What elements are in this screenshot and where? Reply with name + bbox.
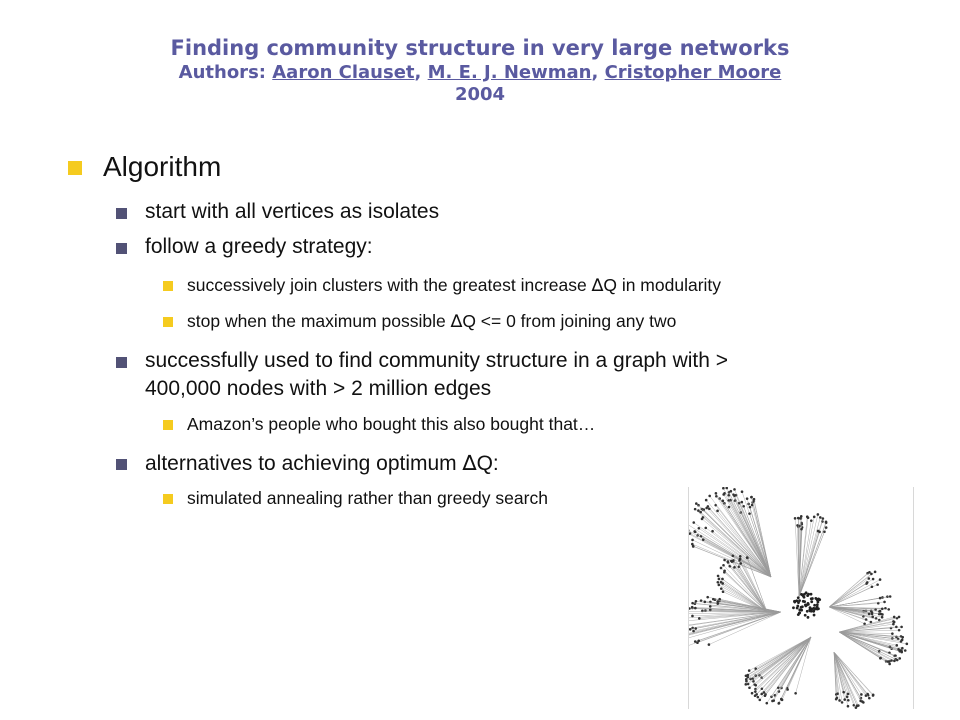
network-edge bbox=[799, 532, 820, 597]
delta-symbol: ∆ bbox=[450, 312, 463, 332]
network-node bbox=[708, 495, 711, 498]
sub-bullet-join-clusters bbox=[187, 275, 721, 296]
network-node bbox=[881, 608, 884, 611]
author-separator: , bbox=[591, 61, 605, 83]
network-edge bbox=[689, 612, 781, 640]
sub-bullet-amazon bbox=[187, 414, 595, 435]
network-node bbox=[801, 605, 804, 608]
network-node bbox=[889, 595, 892, 598]
sub-bullet-stop-condition bbox=[187, 311, 676, 332]
network-node bbox=[798, 599, 801, 602]
network-node bbox=[716, 602, 719, 605]
network-edge bbox=[754, 499, 771, 577]
network-node bbox=[805, 591, 808, 594]
network-node bbox=[825, 521, 828, 524]
network-node bbox=[697, 504, 700, 507]
network-node bbox=[705, 507, 708, 510]
network-node bbox=[739, 555, 742, 558]
network-node bbox=[733, 488, 736, 491]
network-node bbox=[898, 657, 901, 660]
network-node bbox=[878, 610, 881, 613]
network-node bbox=[807, 616, 810, 619]
network-node bbox=[694, 607, 697, 610]
network-node bbox=[704, 527, 707, 530]
network-node bbox=[843, 698, 846, 701]
network-node bbox=[702, 538, 705, 541]
network-node bbox=[695, 502, 698, 505]
network-node bbox=[689, 607, 691, 610]
network-node bbox=[745, 680, 748, 683]
bullet-text: simulated annealing rather than greedy search bbox=[187, 488, 548, 508]
network-node bbox=[893, 660, 896, 663]
network-node bbox=[765, 702, 768, 705]
network-node bbox=[748, 669, 751, 672]
network-node bbox=[866, 581, 869, 584]
network-edge bbox=[829, 587, 872, 607]
network-node bbox=[871, 611, 874, 614]
network-node bbox=[747, 674, 750, 677]
network-node bbox=[720, 587, 723, 590]
network-node bbox=[811, 597, 814, 600]
network-node bbox=[836, 697, 839, 700]
bullet-text: Algorithm bbox=[103, 151, 222, 182]
network-node bbox=[732, 560, 735, 563]
network-node bbox=[764, 694, 767, 697]
network-node bbox=[861, 700, 864, 703]
network-node bbox=[812, 607, 815, 610]
author-separator: , bbox=[414, 61, 428, 83]
network-node bbox=[711, 530, 714, 533]
network-node bbox=[694, 627, 697, 630]
network-node bbox=[807, 516, 810, 519]
network-node bbox=[691, 539, 694, 542]
network-node bbox=[847, 699, 850, 702]
bullet-text: start with all vertices as isolates bbox=[145, 200, 440, 223]
network-node bbox=[761, 687, 764, 690]
network-node bbox=[695, 600, 698, 603]
network-node bbox=[694, 640, 697, 643]
network-node bbox=[752, 680, 755, 683]
bullet-text: follow a greedy strategy: bbox=[145, 235, 373, 258]
network-node bbox=[754, 690, 757, 693]
bullet-square-icon bbox=[68, 161, 82, 175]
network-node bbox=[720, 567, 723, 570]
network-node bbox=[733, 566, 736, 569]
network-node bbox=[716, 510, 719, 513]
network-node bbox=[804, 614, 807, 617]
network-node bbox=[868, 697, 871, 700]
network-node bbox=[810, 600, 813, 603]
network-edge bbox=[829, 582, 867, 607]
network-node bbox=[730, 490, 733, 493]
network-node bbox=[862, 615, 865, 618]
network-node bbox=[694, 531, 697, 534]
network-node bbox=[746, 497, 749, 500]
network-node bbox=[751, 692, 754, 695]
network-node bbox=[838, 699, 841, 702]
network-node bbox=[721, 578, 724, 581]
network-edge bbox=[696, 612, 781, 629]
bullet-text: Q: bbox=[476, 452, 499, 475]
network-node bbox=[906, 643, 909, 646]
network-node bbox=[825, 526, 828, 529]
network-node bbox=[700, 599, 703, 602]
bullet-text: Q <= 0 from joining any two bbox=[462, 311, 677, 331]
network-node bbox=[817, 601, 820, 604]
network-node bbox=[701, 518, 704, 521]
network-node bbox=[746, 556, 749, 559]
network-node bbox=[697, 639, 700, 642]
network-node bbox=[823, 530, 826, 533]
network-node bbox=[879, 578, 882, 581]
network-node bbox=[749, 506, 752, 509]
bullet-square-icon bbox=[163, 494, 173, 504]
network-node bbox=[855, 706, 858, 709]
network-node bbox=[819, 516, 822, 519]
delta-symbol: ∆ bbox=[462, 451, 477, 475]
bullet-text-line2: 400,000 nodes with > 2 million edges bbox=[145, 377, 492, 400]
network-node bbox=[732, 555, 735, 558]
network-node bbox=[872, 693, 875, 696]
author-link-newman[interactable]: M. E. J. Newman bbox=[427, 61, 592, 83]
network-node bbox=[694, 602, 697, 605]
network-node bbox=[703, 601, 706, 604]
network-node bbox=[722, 500, 725, 503]
network-node bbox=[901, 647, 904, 650]
bullet-text: stop when the maximum possible bbox=[187, 311, 451, 331]
network-node bbox=[691, 615, 694, 618]
network-node bbox=[807, 603, 810, 606]
network-node bbox=[883, 601, 886, 604]
network-node bbox=[798, 517, 801, 520]
bullet-square-icon bbox=[116, 208, 127, 219]
network-node bbox=[868, 571, 871, 574]
network-node bbox=[691, 602, 694, 605]
network-node bbox=[898, 629, 901, 632]
network-node bbox=[748, 686, 751, 689]
network-node bbox=[780, 698, 783, 701]
network-node bbox=[763, 691, 766, 694]
network-node bbox=[715, 492, 718, 495]
bullet-greedy bbox=[145, 235, 373, 259]
network-node bbox=[794, 517, 797, 520]
network-node bbox=[800, 515, 803, 518]
network-node bbox=[744, 683, 747, 686]
network-node bbox=[705, 499, 708, 502]
network-node bbox=[771, 700, 774, 703]
network-node bbox=[904, 649, 907, 652]
network-node bbox=[847, 693, 850, 696]
network-node bbox=[868, 613, 871, 616]
bullet-text-line1: successfully used to find community structure in a graph with > bbox=[145, 349, 729, 372]
author-link-clauset[interactable]: Aaron Clauset bbox=[272, 61, 415, 83]
network-node bbox=[887, 660, 890, 663]
network-node bbox=[822, 517, 825, 520]
network-node bbox=[725, 487, 728, 489]
network-node bbox=[692, 630, 695, 633]
network-node bbox=[809, 610, 812, 613]
network-node bbox=[722, 590, 725, 593]
publication-year: 2004 bbox=[454, 83, 506, 105]
network-node bbox=[817, 513, 820, 516]
bullet-text: Amazon’s people who bought this also bought that… bbox=[187, 414, 596, 434]
network-node bbox=[739, 562, 742, 565]
network-edge bbox=[724, 565, 767, 612]
network-node bbox=[872, 578, 875, 581]
network-node bbox=[793, 600, 796, 603]
network-node bbox=[802, 594, 805, 597]
network-node bbox=[810, 519, 813, 522]
network-node bbox=[728, 506, 731, 509]
network-node bbox=[709, 605, 712, 608]
network-node bbox=[722, 487, 725, 490]
sub-bullet-annealing bbox=[187, 488, 548, 509]
network-node bbox=[806, 610, 809, 613]
network-node bbox=[817, 597, 820, 600]
network-edge bbox=[749, 637, 811, 671]
network-node bbox=[813, 614, 816, 617]
network-node bbox=[741, 490, 744, 493]
network-node bbox=[797, 596, 800, 599]
network-node bbox=[846, 695, 849, 698]
network-node bbox=[880, 613, 883, 616]
network-node bbox=[742, 505, 745, 508]
network-node bbox=[810, 593, 813, 596]
network-node bbox=[796, 524, 799, 527]
network-edge bbox=[829, 572, 869, 607]
network-node bbox=[798, 612, 801, 615]
network-edge bbox=[829, 579, 869, 607]
network-node bbox=[723, 559, 726, 562]
network-node bbox=[722, 493, 725, 496]
network-node bbox=[717, 575, 720, 578]
network-graph-illustration bbox=[689, 487, 913, 709]
network-node bbox=[804, 604, 807, 607]
network-node bbox=[841, 701, 844, 704]
bullet-square-icon bbox=[116, 459, 127, 470]
network-node bbox=[692, 521, 695, 524]
bullet-text: Q in modularity bbox=[603, 275, 722, 295]
network-node bbox=[895, 626, 898, 629]
network-node bbox=[898, 616, 901, 619]
author-link-moore[interactable]: Cristopher Moore bbox=[604, 61, 782, 83]
network-node bbox=[892, 620, 895, 623]
network-node bbox=[900, 626, 903, 629]
network-node bbox=[818, 531, 821, 534]
bullet-text: successively join clusters with the greatest increase bbox=[187, 275, 592, 295]
network-node bbox=[750, 496, 753, 499]
network-node bbox=[739, 558, 742, 561]
bullet-success bbox=[145, 347, 728, 403]
bullet-square-icon bbox=[163, 281, 173, 291]
network-node bbox=[708, 643, 711, 646]
network-node bbox=[777, 686, 780, 689]
network-node bbox=[813, 516, 816, 519]
network-edge bbox=[829, 598, 880, 607]
network-node bbox=[706, 596, 709, 599]
bullet-text: alternatives to achieving optimum bbox=[145, 452, 463, 475]
network-node bbox=[868, 577, 871, 580]
network-node bbox=[760, 693, 763, 696]
network-node bbox=[753, 498, 756, 501]
network-node bbox=[803, 600, 806, 603]
network-node bbox=[893, 616, 896, 619]
network-node bbox=[860, 693, 863, 696]
network-node bbox=[717, 584, 720, 587]
network-node bbox=[691, 606, 694, 609]
authors-line bbox=[60, 62, 900, 84]
network-node bbox=[698, 527, 701, 530]
bullet-algorithm bbox=[103, 151, 221, 183]
network-node bbox=[786, 688, 789, 691]
delta-symbol: ∆ bbox=[591, 276, 604, 296]
network-node bbox=[723, 571, 726, 574]
network-node bbox=[895, 644, 898, 647]
network-edge bbox=[749, 637, 811, 688]
network-node bbox=[879, 597, 882, 600]
network-node bbox=[817, 607, 820, 610]
network-node bbox=[874, 571, 877, 574]
slide-title bbox=[60, 36, 900, 106]
authors-prefix: Authors: bbox=[178, 61, 273, 83]
network-node bbox=[699, 511, 702, 514]
bullet-square-icon bbox=[163, 317, 173, 327]
network-node bbox=[798, 609, 801, 612]
network-node bbox=[757, 696, 760, 699]
network-node bbox=[748, 512, 751, 515]
network-node bbox=[891, 632, 894, 635]
network-node bbox=[897, 638, 900, 641]
network-node bbox=[740, 501, 743, 504]
network-node bbox=[881, 616, 884, 619]
network-node bbox=[689, 628, 691, 631]
network-node bbox=[857, 704, 860, 707]
network-node bbox=[698, 617, 701, 620]
bullet-square-icon bbox=[163, 420, 173, 430]
network-node bbox=[879, 657, 882, 660]
network-node bbox=[697, 509, 700, 512]
network-node bbox=[712, 598, 715, 601]
network-node bbox=[871, 616, 874, 619]
network-node bbox=[727, 499, 730, 502]
network-node bbox=[888, 663, 891, 666]
network-node bbox=[794, 692, 797, 695]
bullet-isolates bbox=[145, 200, 439, 224]
network-node bbox=[897, 648, 900, 651]
network-node bbox=[876, 583, 879, 586]
network-node bbox=[691, 543, 694, 546]
network-node bbox=[721, 582, 724, 585]
network-node bbox=[813, 604, 816, 607]
network-node bbox=[800, 528, 803, 531]
network-edge bbox=[748, 637, 811, 675]
title-text: Finding community structure in very large networks bbox=[170, 36, 790, 60]
network-node bbox=[871, 585, 874, 588]
network-node bbox=[887, 608, 890, 611]
bullet-square-icon bbox=[116, 357, 127, 368]
network-node bbox=[717, 581, 720, 584]
network-node bbox=[796, 605, 799, 608]
network-node bbox=[901, 639, 904, 642]
network-node bbox=[896, 659, 899, 662]
network-node bbox=[718, 578, 721, 581]
network-node bbox=[704, 609, 707, 612]
network-node bbox=[755, 693, 758, 696]
network-node bbox=[901, 636, 904, 639]
bullet-square-icon bbox=[116, 243, 127, 254]
network-node bbox=[694, 508, 697, 511]
network-node bbox=[847, 705, 850, 708]
network-node bbox=[727, 561, 730, 564]
network-node bbox=[792, 606, 795, 609]
network-node bbox=[842, 691, 845, 694]
network-node bbox=[806, 594, 809, 597]
bullet-alternatives bbox=[145, 451, 499, 476]
network-node bbox=[777, 702, 780, 705]
network-graph-image bbox=[688, 487, 914, 709]
network-edge bbox=[762, 637, 811, 689]
network-node bbox=[881, 596, 884, 599]
network-node bbox=[722, 564, 725, 567]
network-node bbox=[758, 699, 761, 702]
